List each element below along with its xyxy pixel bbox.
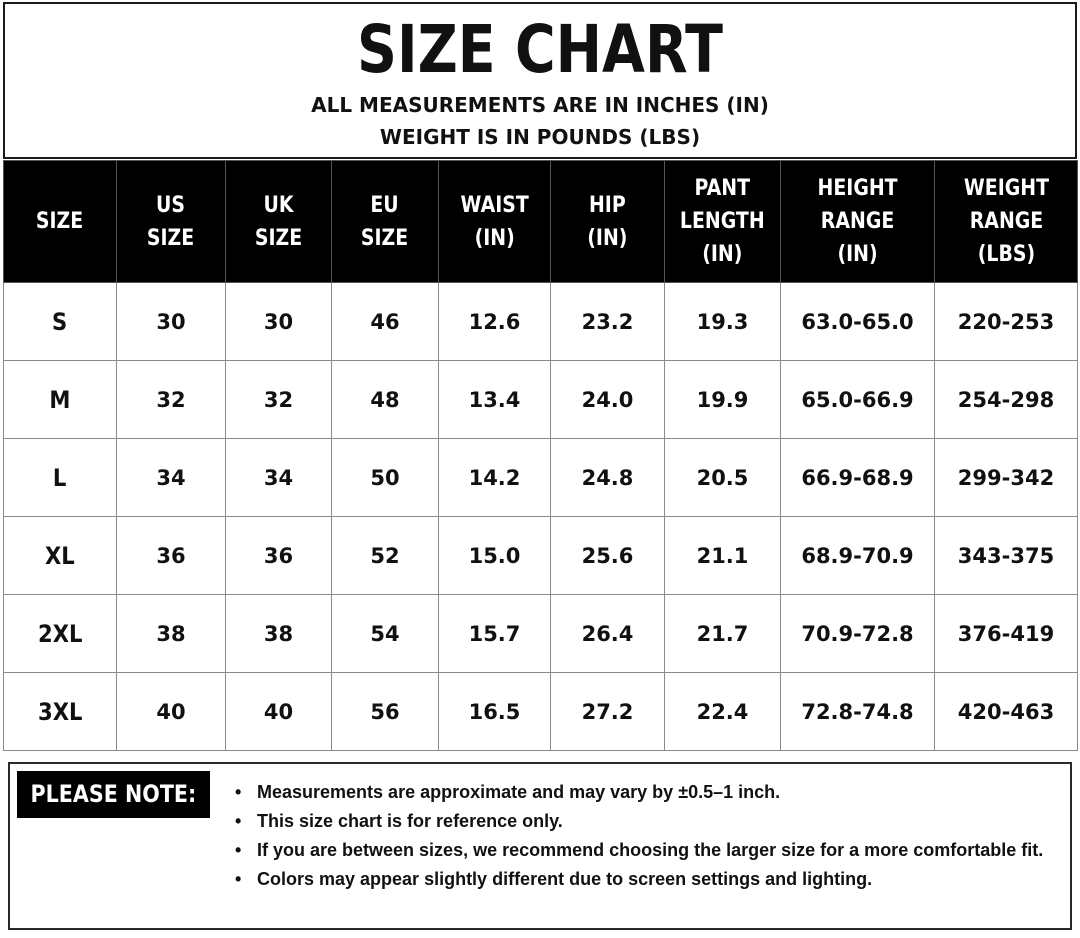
cell-us-size: 32 [117,361,226,439]
table-row [4,517,1078,595]
table-row [4,439,1078,517]
table-row [4,283,1078,361]
cell-eu-size: 46 [332,283,439,361]
column-header-weight-range [935,161,1078,283]
cell-waist: 15.0 [439,517,551,595]
cell-uk-size: 40 [226,673,332,751]
column-header-size [4,161,117,283]
cell-height-range: 63.0-65.0 [781,283,935,361]
column-header-line: HEIGHT [817,176,898,201]
cell-weight-range: 420-463 [935,673,1078,751]
table-header [4,161,1078,283]
column-header-line: SIZE [36,209,84,234]
units-note-pounds: WEIGHT IS IN POUNDS (LBS) [379,125,701,149]
cell-us-size: 40 [117,673,226,751]
cell-size [4,517,117,595]
header-row [4,161,1078,283]
note-text: This size chart is for reference only. [257,811,563,831]
cell-uk-size: 30 [226,283,332,361]
cell-waist: 13.4 [439,361,551,439]
bullet-icon: • [235,811,242,831]
note-item [235,807,1045,836]
cell-uk-size: 38 [226,595,332,673]
column-header-line: (IN) [587,225,628,251]
cell-pant-length: 21.1 [665,517,781,595]
column-header-pant-length [665,161,781,283]
cell-size [4,673,117,751]
cell-pant-length: 20.5 [665,439,781,517]
page-title: SIZE CHART [357,11,723,88]
cell-pant-length: 21.7 [665,595,781,673]
cell-size [4,439,117,517]
column-header-line: UK [263,192,294,218]
column-header-line: US [156,192,186,218]
column-header-line: LENGTH [680,209,765,234]
bullet-icon: • [235,840,242,860]
cell-us-size: 38 [117,595,226,673]
cell-waist: 16.5 [439,673,551,751]
cell-pant-length: 19.9 [665,361,781,439]
cell-uk-size: 34 [226,439,332,517]
column-header-line: SIZE [361,225,409,251]
cell-hip: 27.2 [551,673,665,751]
column-header-line: WEIGHT [963,176,1049,201]
column-header-line: SIZE [254,225,303,251]
column-header-uk-size [226,161,332,283]
cell-size [4,595,117,673]
please-note-label: PLEASE NOTE: [17,771,210,818]
cell-height-range: 65.0-66.9 [781,361,935,439]
column-header-line: (IN) [837,242,878,267]
cell-eu-size: 48 [332,361,439,439]
cell-hip: 24.0 [551,361,665,439]
cell-height-range: 66.9-68.9 [781,439,935,517]
column-header-line: PANT [694,176,751,201]
cell-us-size: 30 [117,283,226,361]
note-item [235,778,1045,807]
cell-uk-size: 32 [226,361,332,439]
cell-hip: 25.6 [551,517,665,595]
column-header-us-size [117,161,226,283]
size-label: 3XL [37,697,83,726]
note-list [235,778,1045,894]
title-box [3,2,1077,159]
column-header-eu-size [332,161,439,283]
cell-us-size: 34 [117,439,226,517]
cell-weight-range: 220-253 [935,283,1078,361]
cell-eu-size: 52 [332,517,439,595]
column-header-line: RANGE [969,209,1043,234]
cell-eu-size: 56 [332,673,439,751]
note-text: If you are between sizes, we recommend choosing the larger size for a more comfortable fit. [257,840,1044,860]
column-header-line: WAIST [460,192,529,218]
column-header-line: SIZE [147,225,195,251]
column-header-line: HIP [589,192,626,218]
column-header-line: (LBS) [977,242,1035,267]
cell-height-range: 70.9-72.8 [781,595,935,673]
cell-hip: 26.4 [551,595,665,673]
cell-weight-range: 376-419 [935,595,1078,673]
size-label: S [52,307,68,336]
cell-height-range: 68.9-70.9 [781,517,935,595]
size-label: XL [45,541,75,570]
cell-weight-range: 343-375 [935,517,1078,595]
cell-eu-size: 50 [332,439,439,517]
note-item [235,836,1045,865]
column-header-line: (IN) [702,242,743,267]
cell-size [4,361,117,439]
column-header-hip [551,161,665,283]
column-header-height-range [781,161,935,283]
table-row [4,673,1078,751]
cell-pant-length: 22.4 [665,673,781,751]
cell-height-range: 72.8-74.8 [781,673,935,751]
size-label: L [53,463,67,492]
cell-eu-size: 54 [332,595,439,673]
column-header-waist [439,161,551,283]
note-item [235,865,1045,894]
cell-waist: 12.6 [439,283,551,361]
cell-weight-range: 299-342 [935,439,1078,517]
size-label: M [49,385,71,414]
cell-waist: 14.2 [439,439,551,517]
column-header-line: (IN) [474,225,515,251]
cell-hip: 24.8 [551,439,665,517]
size-table [3,160,1078,751]
cell-uk-size: 36 [226,517,332,595]
units-note-inches: ALL MEASUREMENTS ARE IN INCHES (IN) [311,93,769,117]
bullet-icon: • [235,782,242,802]
cell-waist: 15.7 [439,595,551,673]
column-header-line: RANGE [820,209,895,234]
size-label: 2XL [37,619,83,648]
note-text: Measurements are approximate and may vary by ±0.5–1 inch. [257,782,781,802]
table-body [4,283,1078,751]
note-box [8,762,1072,930]
note-text: Colors may appear slightly different due to screen settings and lighting. [257,869,873,889]
cell-us-size: 36 [117,517,226,595]
column-header-line: EU [370,192,400,218]
cell-weight-range: 254-298 [935,361,1078,439]
bullet-icon: • [235,869,242,889]
cell-pant-length: 19.3 [665,283,781,361]
table-row [4,595,1078,673]
cell-hip: 23.2 [551,283,665,361]
cell-size [4,283,117,361]
table-row [4,361,1078,439]
